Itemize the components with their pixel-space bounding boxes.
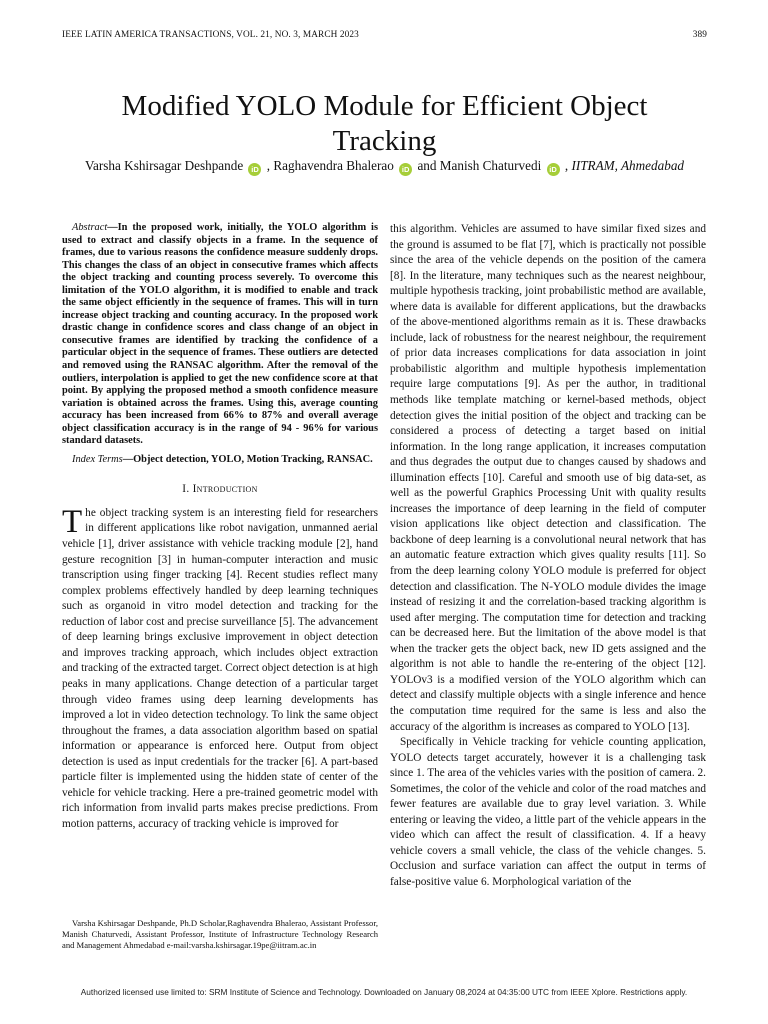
body-paragraph: this algorithm. Vehicles are assumed to have similar fixed sizes and the ground is assumed to be flat [7], which is practically not possible since the area of the vehicle depends on the position of the camera [8]. In the literature, many techniques such as the nearest neighbour, multiple hypothesis tracking, joint probabilistic method are available, where data is available for different applications, but the drawbacks of the above-mentioned algorithms remain as it is. These drawbacks include, lack of robustness for the nearest neighbour, the requirement of prior data increases complications for data association in joint probabilistic algorithm and multiple hypothesis implementation require large computations [9]. As per the author, in traditional methods like template matching or kernel-based methods, object detection gives the initial position of the object and tracking can be considered a process of detecting a target based on initial information. In the long range application, it increases computation and thus degrades the output due to changes caused by shadows and illumination effects [10]. Careful and smooth use of big data-set, as well as the powerful Graphics Processing Unit with quality results increases the importance of deep learning in the field of computer vision applications like object detection and classification. The backbone of deep learning is a convolutional neural network that has an automatic feature extraction which gives quality results [11]. So from the deep learning colony YOLO module is preferred for object detection and classification. The N-YOLO module divides the image instead of resizing it and the correlation-based tracking algorithm is used after merging. The computation time for detection and tracking can be decreased here. But the limitation of the above model is that when the tracker gets the object back, new ID gets assigned and the algorithm is not able to handle the re-entering of the object [12]. YOLOv3 is a modified version of the YOLO algorithm which can detect and classify multiple objects with a single inference and hence the computation time required for the same is less and also the accuracy of the algorithm is increases as compared to YOLO [13]. [390, 223, 706, 733]
right-column [390, 222, 706, 891]
author-name: Manish Chaturvedi [439, 158, 542, 173]
author-separator: , [263, 158, 274, 173]
index-terms-label: Index Terms [72, 453, 123, 465]
index-terms-text: —Object detection, YOLO, Motion Tracking, RANSAC. [122, 453, 373, 465]
author-footnote: Varsha Kshirsagar Deshpande, Ph.D Scholar,Raghavendra Bhalerao, Assistant Professor, Manish Chaturvedi, Assistant Professor, Institute of Infrastructure Technology Research and Management Ahmedabad e-mail:varsha.kshirsagar.19pe@iitram.ac.in [62, 918, 378, 950]
orcid-icon[interactable]: iD [547, 163, 560, 176]
intro-paragraph-text: he object tracking system is an interesting field for researchers in different applications like robot navigation, unmanned aerial vehicle [1], driver assistance with vehicle tracking module [2], hand gesture recognition [3] in human-computer interaction and music transcription using finger tracking [4]. Recent studies reflect many complex problems effectively handled by deep learning techniques such as organoid in vitro model detection and tracking for the reduction of labor cost and precise surveillance [5]. The advancement of deep learning brings exclusive improvement in object detection and improves tracking approach, which includes object extraction and tracking of the extracted target. Correct object detection is at high peaks in many applications. Change detection of a particular target through video frames using deep learning developments has improved a lot in video detection technology. To link the same object throughout the frames, a data association algorithm based on spatial information or appearance is enforced here. Output from object detection is used as input credentials for the tracker [6]. A part-based particle filter is implemented using the hidden state of center of the vehicle for vehicle tracking. Here a pre-trained geometric model with rich information from invalid parts makes precise predictions. From motion patterns, accuracy of tracking vehicle is improved for [62, 506, 378, 830]
affiliation: IITRAM, Ahmedabad [571, 158, 685, 173]
author-name: Varsha Kshirsagar Deshpande [84, 158, 244, 173]
section-heading: I. Introduction [182, 483, 258, 496]
paper-title [62, 89, 707, 159]
journal-name: IEEE LATIN AMERICA TRANSACTIONS, VOL. 21, NO. 3, MARCH 2023 [62, 30, 359, 40]
abstract [62, 222, 378, 448]
intro-paragraph [62, 503, 378, 832]
abstract-label: Abstract [72, 222, 108, 233]
orcid-icon[interactable]: iD [399, 163, 412, 176]
body-paragraph: Specifically in Vehicle tracking for vehicle counting application, YOLO detects target accurately, however it is a challenging task since 1. The area of the vehicles varies with the position of camera. 2. Sometimes, the color of the vehicle and color of the road matches and fewer features are available due to gray level variation. 3. While entering or leaving the video, a little part of the vehicle appears in the video which can affect the result of classification. 4. If a heavy vehicle covers a small vehicle, the class of the vehicle changes. 5. Occlusion and surface variation can affect the output in terms of false-positive value 6. Morphological variation of the [390, 736, 706, 888]
license-notice: Authorized licensed use limited to: SRM Institute of Science and Technology. Downloaded on January 08,2024 at 04:35:00 UTC from IEEE Xplore. Restrictions apply. [80, 987, 688, 997]
orcid-icon[interactable]: iD [248, 163, 261, 176]
title-line-2: Tracking [332, 125, 437, 158]
title-line-1: Modified YOLO Module for Efficient Object [121, 90, 648, 123]
running-head [62, 30, 707, 44]
left-column [62, 222, 378, 832]
index-terms [62, 454, 378, 467]
author-separator: , [561, 158, 572, 173]
author-list [62, 157, 707, 176]
author-separator: and [414, 158, 440, 173]
author-name: Raghavendra Bhalerao [273, 158, 394, 173]
dropcap: T [62, 503, 83, 540]
page-number: 389 [692, 30, 707, 40]
abstract-text: —In the proposed work, initially, the YOLO algorithm is used to extract and classify objects in a frame. In the sequence of frames, due to various reasons the confidence measure suddenly drops. This changes the class of an object in consecutive frames which affects the object tracking and counting process severely. To overcome this limitation of the YOLO algorithm, it is modified to enable and track the same object efficiently in the sequence of frames. This will in turn increase object tracking and counting accuracy. In the proposed work drastic change in confidence scores and class change of an object in consecutive frames are identified by tracking the confidence of a particular object in the sequence of frames. These outliers are detected and removed using the RANSAC algorithm. After the removal of the outliers, interpolation is applied to get the new confidence score at that point. By applying the proposed method a smooth confidence measure variation is obtained across the frames. Using this, average counting accuracy has been increased from 66% to 87% and overall average object classification accuracy is in the range of 94 - 96% for various standard datasets. [62, 222, 378, 447]
